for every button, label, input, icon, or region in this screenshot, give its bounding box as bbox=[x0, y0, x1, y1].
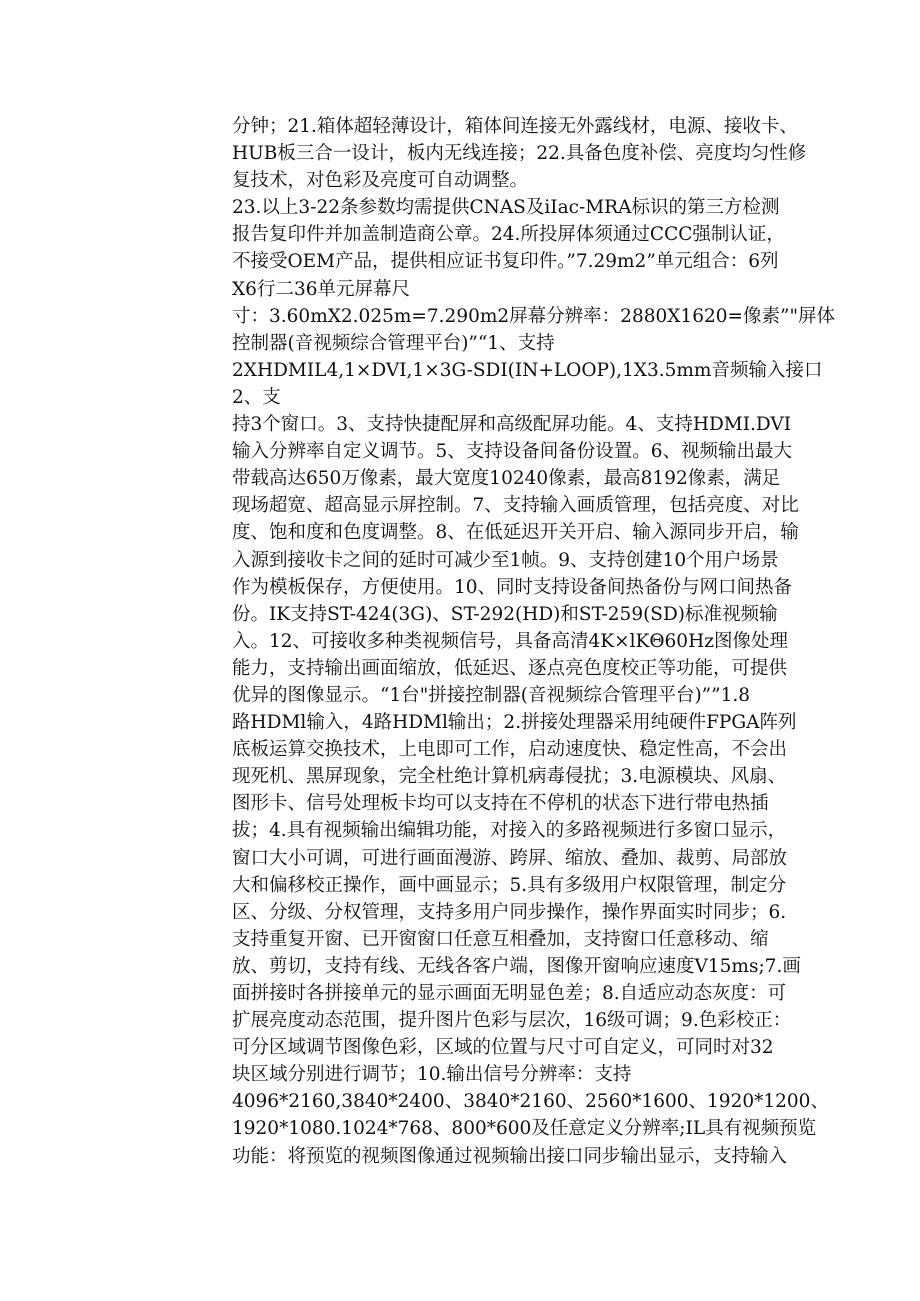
text-line: 现场超宽、超高显示屏控制。7、支持输入画质管理，包括亮度、对比 bbox=[232, 495, 799, 517]
text-line: 优异的图像显示。“1台"拼接控制器(音视频综合管理平台)””1.8 bbox=[232, 684, 751, 706]
text-line: 大和偏移校正操作，画中画显示；5.具有多级用户权限管理，制定分 bbox=[232, 874, 787, 896]
text-line: 拔；4.具有视频输出编辑功能，对接入的多路视频进行多窗口显示， bbox=[232, 820, 787, 842]
text-line: 能力，支持输出画面缩放，低延迟、逐点亮色度校正等功能，可提供 bbox=[232, 657, 788, 679]
text-line: 底板运算交换技术，上电即可工作，启动速度快、稳定性高，不会出 bbox=[232, 739, 788, 761]
text-line: 1920*1080.1024*768、800*600及任意定义分辨率;IL具有视频预览 bbox=[232, 1118, 817, 1140]
text-line: 窗口大小可调，可进行画面漫游、跨屏、缩放、叠加、裁剪、局部放 bbox=[232, 847, 788, 869]
text-line: 寸：3.60mX2.025m=7.290m2屏幕分辨率：2880X1620=像素”"屏体 bbox=[232, 305, 835, 327]
text-line: 分钟；21.箱体超轻薄设计，箱体间连接无外露线材，电源、接收卡、 bbox=[232, 116, 798, 137]
text-line: 2XHDMIL4,1×DVI,1×3G-SDI(IN+LOOP),1X3.5mm音频输入接口 bbox=[232, 359, 823, 381]
text-line: 输入分辨率自定义调节。5、支持设备间备份设置。6、视频输出最大 bbox=[232, 441, 793, 463]
body-text bbox=[232, 113, 852, 1170]
text-line: 放、剪切，支持有线、无线各客户端，图像开窗响应速度V15ms;7.画 bbox=[232, 955, 801, 977]
text-line: 功能：将预览的视频图像通过视频输出接口同步输出显示，支持输入 bbox=[232, 1145, 788, 1167]
text-line: 4096*2160,3840*2400、3840*2160、2560*1600、1920*1200、 bbox=[232, 1091, 829, 1113]
text-line: 入。12、可接收多种类视频信号，具备高清4K×lKΘ60Hz图像处理 bbox=[232, 630, 788, 652]
text-line: 支持重复开窗、已开窗窗口任意互相叠加，支持窗口任意移动、缩 bbox=[232, 928, 769, 950]
text-line: 报告复印件并加盖制造商公章。24.所投屏体须通过CCC强制认证， bbox=[232, 224, 785, 246]
text-line: 块区域分别进行调节；10.输出信号分辨率：支持 bbox=[232, 1064, 632, 1086]
text-line: 入源到接收卡之间的延时可减少至1帧。9、支持创建10个用户场景 bbox=[232, 549, 779, 571]
text-line: 控制器(音视频综合管理平台)”“1、支持 bbox=[232, 332, 555, 354]
text-line: 区、分级、分权管理，支持多用户同步操作，操作界面实时同步；6. bbox=[232, 901, 787, 923]
text-line: 作为模板保存，方便使用。10、同时支持设备间热备份与网口间热备 bbox=[232, 576, 793, 598]
text-line: 扩展亮度动态范围，提升图片色彩与层次，16级可调；9.色彩校正： bbox=[232, 1010, 792, 1032]
text-line: 份。IK支持ST-424(3G)、ST-292(HD)和ST-259(SD)标准视频输 bbox=[232, 603, 778, 625]
text-line: 度、饱和度和色度调整。8、在低延迟开关开启、输入源同步开启，输 bbox=[232, 522, 799, 544]
text-line: HUB板三合一设计，板内无线连接；22.具备色度补偿、亮度均匀性修 bbox=[232, 143, 807, 165]
text-line: 图形卡、信号处理板卡均可以支持在不停机的状态下进行带电热插 bbox=[232, 793, 769, 815]
text-line: 面拼接时各拼接单元的显示画面无明显色差；8.自适应动态灰度：可 bbox=[232, 983, 787, 1004]
text-line: 持3个窗口。3、支持快捷配屏和高级配屏功能。4、支持HDMI.DVI bbox=[232, 414, 792, 436]
text-line: X6行二36单元屏幕尺 bbox=[232, 278, 410, 300]
text-line: 带载高达650万像素，最大宽度10240像素，最高8192像素，满足 bbox=[232, 468, 781, 490]
text-line: 可分区域调节图像色彩，区域的位置与尺寸可自定义，可同时对32 bbox=[232, 1037, 774, 1059]
text-line: 2、支 bbox=[232, 386, 281, 408]
text-line: 不接受OEM产品，提供相应证书复印件。”7.29m2”单元组合：6列 bbox=[232, 251, 779, 273]
text-line: 路HDMl输入，4路HDMl输出；2.拼接处理器采用纯硬件FPGA阵列 bbox=[232, 712, 797, 734]
text-line: 复技术，对色彩及亮度可自动调整。 bbox=[232, 170, 529, 192]
text-line: 现死机、黑屏现象，完全杜绝计算机病毒侵扰；3.电源模块、风扇、 bbox=[232, 766, 787, 788]
text-line: 23.以上3-22条参数均需提供CNAS及iIac-MRA标识的第三方检测 bbox=[232, 197, 780, 219]
